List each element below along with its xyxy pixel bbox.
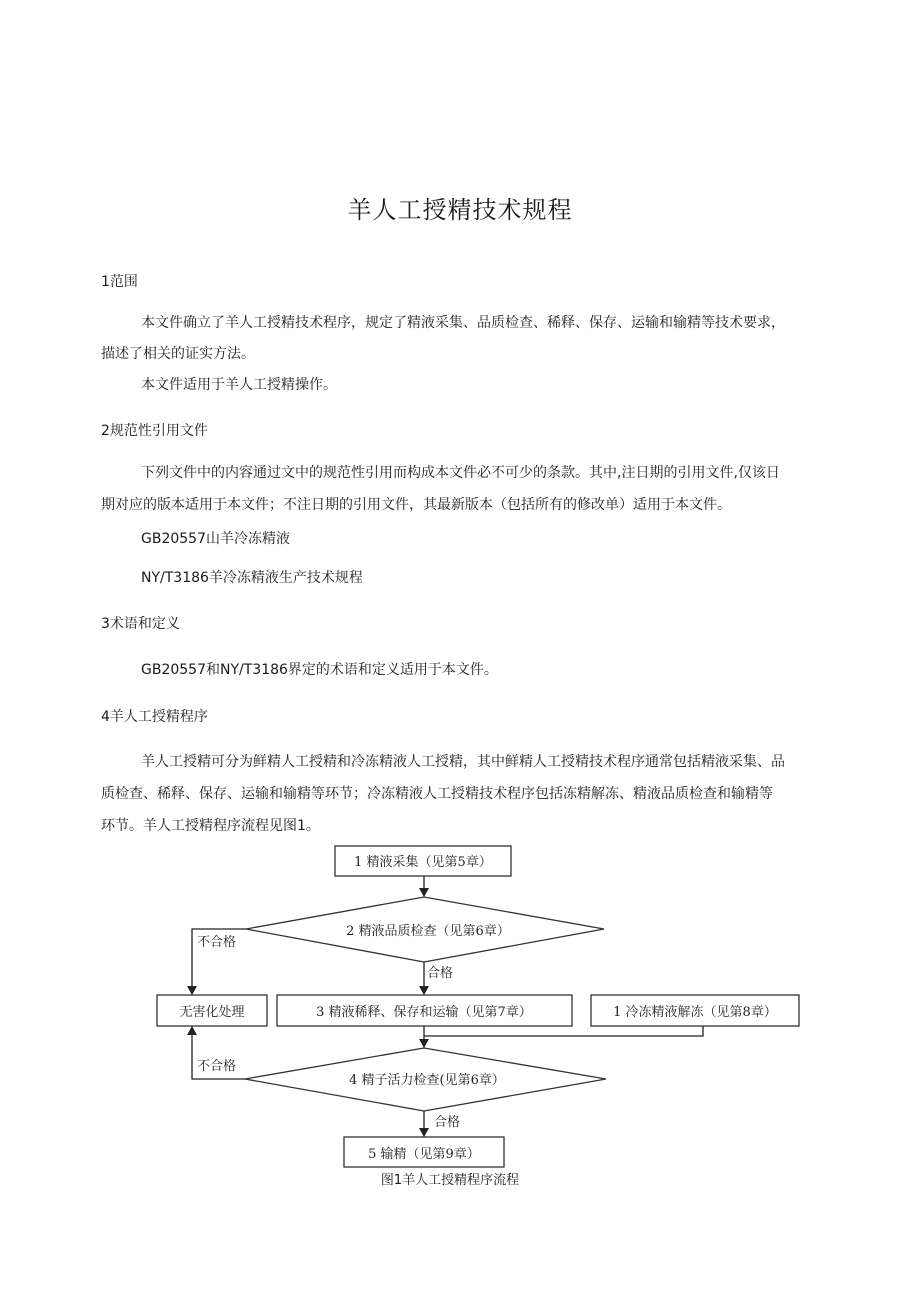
section-4-heading: 4羊人工授精程序 (101, 709, 208, 725)
section-4-paragraph-line: 环节。羊人工授精程序流程见图1。 (101, 818, 320, 834)
thaw-label: 1 冷冻精液解冻（见第8章） (613, 1005, 777, 1020)
section-4-paragraph-line: 质检查、稀释、保存、运输和输精等环节；冷冻精液人工授精技术程序包括冻精解冻、精液品质检查和输精等 (101, 786, 773, 802)
section-1-paragraph-2: 本文件适用于羊人工授精操作。 (141, 377, 337, 393)
section-3-heading: 3术语和定义 (101, 616, 180, 632)
reference-gb20557: GB20557山羊冷冻精液 (141, 531, 290, 547)
section-1-paragraph-line: 描述了相关的证实方法。 (101, 346, 255, 362)
section-2-heading: 2规范性引用文件 (101, 423, 208, 439)
section-2-paragraph-line: 期对应的版本适用于本文件；不注日期的引用文件，其最新版本（包括所有的修改单）适用于本文件。 (101, 497, 731, 513)
figure-caption: 图1羊人工授精程序流程 (380, 1173, 520, 1188)
line-thaw-merge (424, 1026, 703, 1036)
step5-label: 5 输精（见第9章） (368, 1147, 480, 1162)
fail-label-1: 不合格 (197, 935, 237, 950)
document-title: 羊人工授精技术规程 (347, 196, 573, 224)
step2-label: 2 精液品质检查（见第6章） (346, 924, 510, 939)
section-2-paragraph-line: 下列文件中的内容通过文中的规范性引用而构成本文件必不可少的条款。其中,注日期的引用文件,仅该日 (141, 465, 780, 481)
step1-label: 1 精液采集（见第5章） (354, 855, 492, 870)
step3-label: 3 精液稀释、保存和运输（见第7章） (316, 1005, 532, 1020)
fail-label-2: 不合格 (197, 1059, 237, 1074)
reference-ny-t3186: NY/T3186羊冷冻精液生产技术规程 (141, 570, 363, 586)
section-1-heading: 1范围 (101, 274, 138, 290)
pass-label-2: 合格 (434, 1115, 461, 1130)
pass-label-1: 合格 (427, 966, 454, 981)
step4-label: 4 精子活力检查(见第6章） (349, 1073, 505, 1088)
section-4-paragraph-line: 羊人工授精可分为鲜精人工授精和冷冻精液人工授精，其中鲜精人工授精技术程序通常包括精液采集、品 (141, 754, 785, 770)
section-3-paragraph: GB20557和NY/T3186界定的术语和定义适用于本文件。 (141, 662, 498, 678)
reject-label: 无害化处理 (179, 1005, 245, 1020)
section-1-paragraph-line: 本文件确立了羊人工授精技术程序，规定了精液采集、品质检查、稀释、保存、运输和输精等技术要求， (141, 315, 785, 331)
